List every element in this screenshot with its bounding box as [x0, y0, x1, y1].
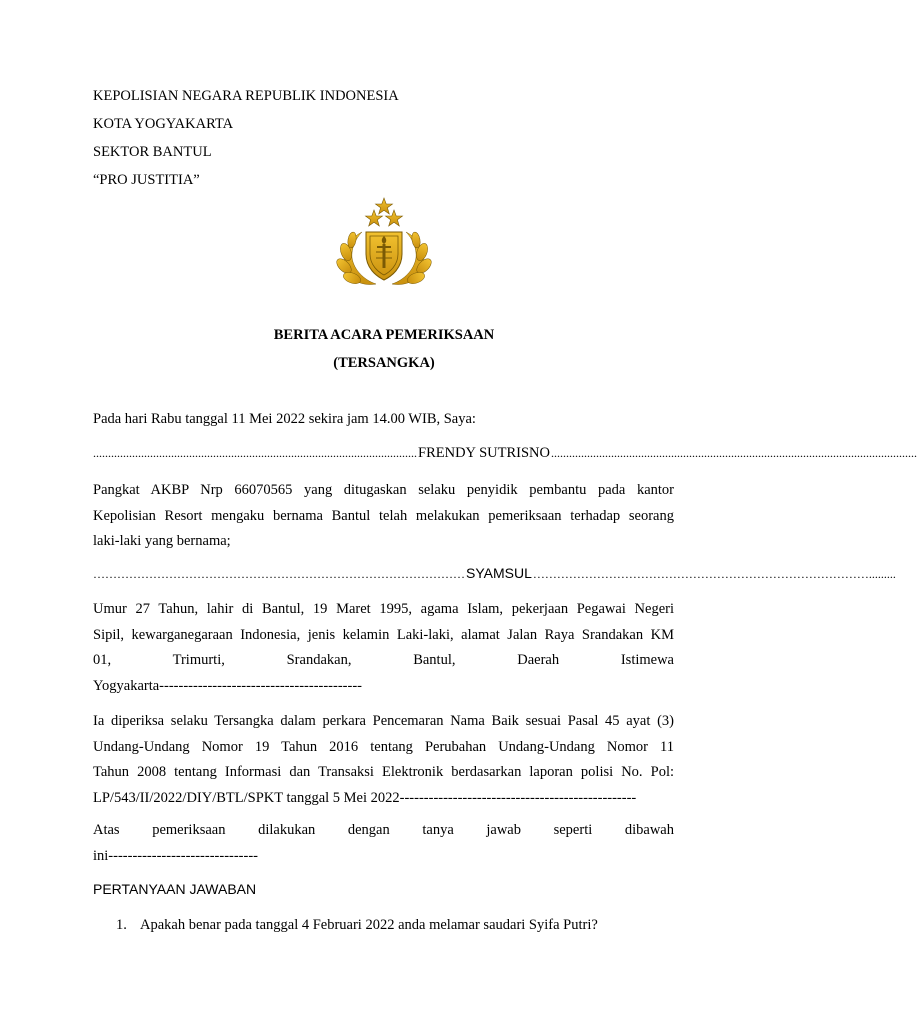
- police-emblem-icon: [332, 196, 436, 288]
- dot-leader: …………………………………………………………………………………: [93, 567, 465, 581]
- dot-leader: ………………………………………………………………………….........: [532, 567, 896, 581]
- examination-paragraph: [93, 818, 674, 869]
- paragraph-line: Undang-Undang Nomor 19 Tahun 2016 tentang Perubahan Undang-Undang Nomor 11: [93, 738, 674, 755]
- paragraph-line: Atas pemeriksaan dilakukan dengan tanya jawab seperti dibawah: [93, 822, 674, 838]
- dot-leader: ..........................................................................................................................: [551, 446, 917, 460]
- document-subtitle: (TERSANGKA): [333, 355, 435, 371]
- paragraph-line: Sipil, kewarganegaraan Indonesia, jenis kelamin Laki-laki, alamat Jalan Raya Srandakan KM: [93, 626, 674, 643]
- document-title: BERITA ACARA PEMERIKSAAN: [273, 327, 495, 343]
- suspect-name-line: [93, 565, 896, 581]
- paragraph-line: ini-------------------------------: [93, 847, 258, 864]
- list-item: [116, 918, 598, 933]
- header-city: KOTA YOGYAKARTA: [93, 116, 234, 132]
- question-text: Apakah benar pada tanggal 4 Februari 2022 anda melamar saudari Syifa Putri?: [140, 917, 598, 933]
- investigator-name-line: [93, 445, 917, 461]
- paragraph-line: Umur 27 Tahun, lahir di Bantul, 19 Maret 1995, agama Islam, pekerjaan Pegawai Negeri: [93, 601, 674, 617]
- paragraph-line: Pangkat AKBP Nrp 66070565 yang ditugaskan selaku penyidik pembantu pada kantor: [93, 482, 674, 498]
- paragraph-line: LP/543/II/2022/DIY/BTL/SPKT tanggal 5 Mei 2022-------------------------------------------------: [93, 789, 637, 806]
- paragraph-line: laki-laki yang bernama;: [93, 533, 231, 549]
- star-icon: [376, 198, 393, 214]
- suspect-identity-paragraph: [93, 597, 674, 699]
- paragraph-line: Tahun 2008 tentang Informasi dan Transaksi Elektronik berdasarkan laporan polisi No. Pol:: [93, 764, 674, 780]
- shield-icon: [366, 232, 402, 280]
- header-sector: SEKTOR BANTUL: [93, 144, 212, 160]
- paragraph-line: 01, Trimurti, Srandakan, Bantul, Daerah Istimewa: [93, 652, 674, 668]
- suspect-name: SYAMSUL: [466, 565, 532, 581]
- question-list: [116, 918, 598, 933]
- header-institution: KEPOLISIAN NEGARA REPUBLIK INDONESIA: [93, 88, 399, 104]
- paragraph-line: Kepolisian Resort mengaku bernama Bantul telah melakukan pemeriksaan terhadap seorang: [93, 507, 674, 524]
- dot-leader: ............................................................................................................: [93, 446, 417, 460]
- qa-heading: PERTANYAAN JAWABAN: [93, 881, 257, 897]
- investigator-paragraph: [93, 478, 674, 555]
- case-paragraph: [93, 709, 674, 811]
- question-number: 1.: [116, 917, 127, 933]
- paragraph-line: Yogyakarta------------------------------------------: [93, 677, 362, 694]
- paragraph-line: Ia diperiksa selaku Tersangka dalam perkara Pencemaran Nama Baik sesuai Pasal 45 ayat (3): [93, 713, 674, 729]
- opening-statement: Pada hari Rabu tanggal 11 Mei 2022 sekira jam 14.00 WIB, Saya:: [93, 411, 476, 427]
- investigator-name: FRENDY SUTRISNO: [418, 445, 550, 461]
- header-pro-justitia: “PRO JUSTITIA”: [93, 172, 200, 188]
